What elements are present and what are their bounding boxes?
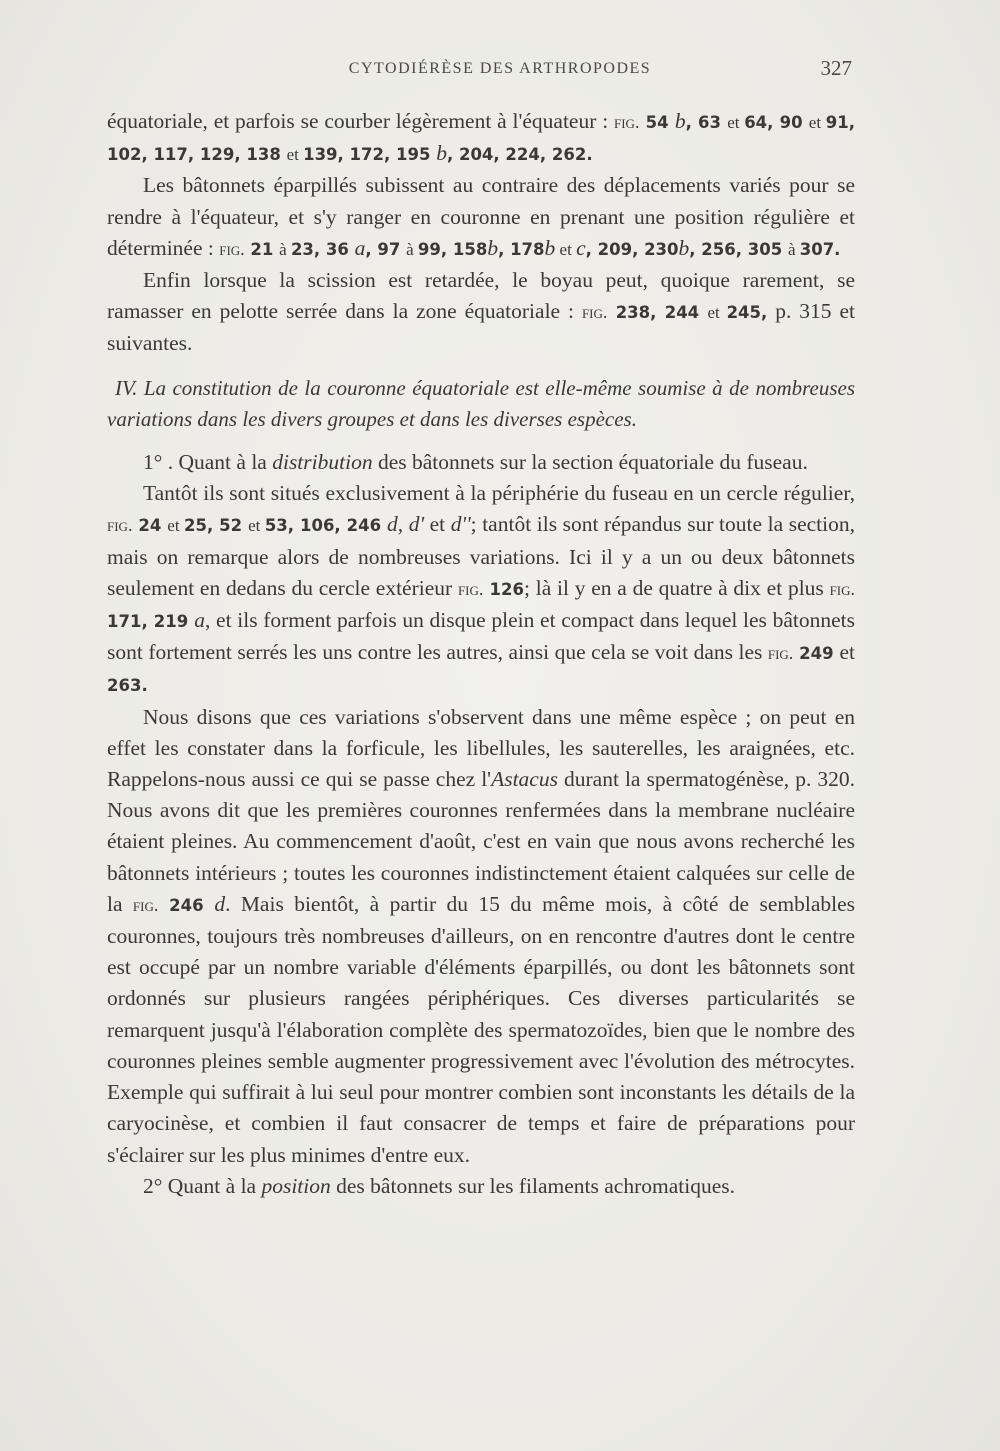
fig-ref-label: fig. (132, 894, 159, 915)
fig-ref-label: fig. (614, 112, 640, 132)
body-text (107, 106, 855, 1202)
paragraph-6: Nous disons que ces variations s'observent dans une même espèce ; on peut en effet les constater dans la forficule, les libellules, les sauterelles, les araignées, etc. Rappelons-nous aussi ce qui se passe chez l'Astacus durant la spermatogénèse, p. 320. Nous avons dit que les premières couronnes renfermées dans la membrane nucléaire étaient pleines. Au commencement d'août, c'est en vain que nous avons recherché les bâtonnets intérieurs ; toutes les couronnes indistinctement étaient calquées sur celle de la fig. 246 d. Mais bientôt, à partir du 15 du même mois, à côté de semblables couronnes, toujours très nombreuses d'ailleurs, on en rencontre d'autres dont le centre est occupé par un nombre variable d'éléments éparpillés, ou dont les bâtonnets sont ordonnés sur plusieurs rangées périphériques. Ces diverses particularités se remarquent jusqu'à l'élaboration complète des spermatozoïdes, bien que le nombre des couronnes pleines semble augmenter progressivement avec l'évolution des métrocytes. Exemple qui suffirait à lui seul pour montrer combien sont inconstants les détails de la caryocinèse, et combien il faut consacrer de temps et faire de préparations pour s'éclairer sur les plus minimes d'entre eux. (107, 704, 855, 1167)
paragraph-4: 1° . Quant à la distribution des bâtonnets sur la section équatoriale du fuseau. (143, 450, 808, 475)
list-number: 2° (143, 1173, 163, 1198)
fig-ref-label: fig. (767, 643, 794, 664)
fig-ref-label: fig. (219, 238, 245, 259)
fig-ref-label: fig. (107, 515, 133, 536)
section-heading-iv: IV. La constitution de la couronne équatoriale est elle-même soumise à de nombreuses variations dans les divers groupes et dans les diverses espèces. (107, 375, 855, 431)
fig-ref-label: fig. (457, 578, 484, 599)
paragraph-5: Tantôt ils sont situés exclusivement à la périphérie du fuseau en un cercle régulier, fig. 24 et 25, 52 et 53, 106, 246 d, d' et d''; tantôt ils sont répandus sur toute la section, mais on remarque alors de nombreuses variations. Ici il y a un ou deux bâtonnets seulement en dedans du cercle extérieur fig. 126; là il y en a de quatre à dix et plus fig. 171, 219 a, et ils forment parfois un disque plein et compact dans lequel les bâtonnets sont fortement serrés les uns contre les autres, ainsi que cela se voit dans les fig. 249 et 263. (107, 481, 856, 696)
page-number: 327 (820, 56, 852, 80)
list-number: 1° (143, 450, 163, 475)
fig-ref-label: fig. (829, 578, 856, 599)
running-header: CYTODIÉRÈSE DES ARTHROPODES (348, 60, 652, 77)
paragraph-7: 2° Quant à la position des bâtonnets sur les filaments achromatiques. (143, 1173, 735, 1198)
paragraph-3: Enfin lorsque la scission est retardée, le boyau peut, quoique rarement, se ramasser en pelotte serrée dans la zone équatoriale : fig. 238, 244 et 245, p. 315 et suivantes. (107, 268, 855, 356)
paragraph-2: Les bâtonnets éparpillés subissent au contraire des déplacements variés pour se rendre à l'équateur, et s'y ranger en couronne en prenant une position régulière et déterminée : fig. 21 à 23, 36 a, 97 à 99, 158b, 178b et c, 209, 230b, 256, 305 à 307. (107, 173, 855, 260)
paragraph-1: équatoriale, et parfois se courber légèrement à l'équateur : fig. 54 b, 63 et 64, 90 et 91, 102, 117, 129, 138 et 139, 172, 195 b, 204, 224, 262. (107, 109, 855, 166)
fig-ref-label: fig. (581, 302, 608, 323)
